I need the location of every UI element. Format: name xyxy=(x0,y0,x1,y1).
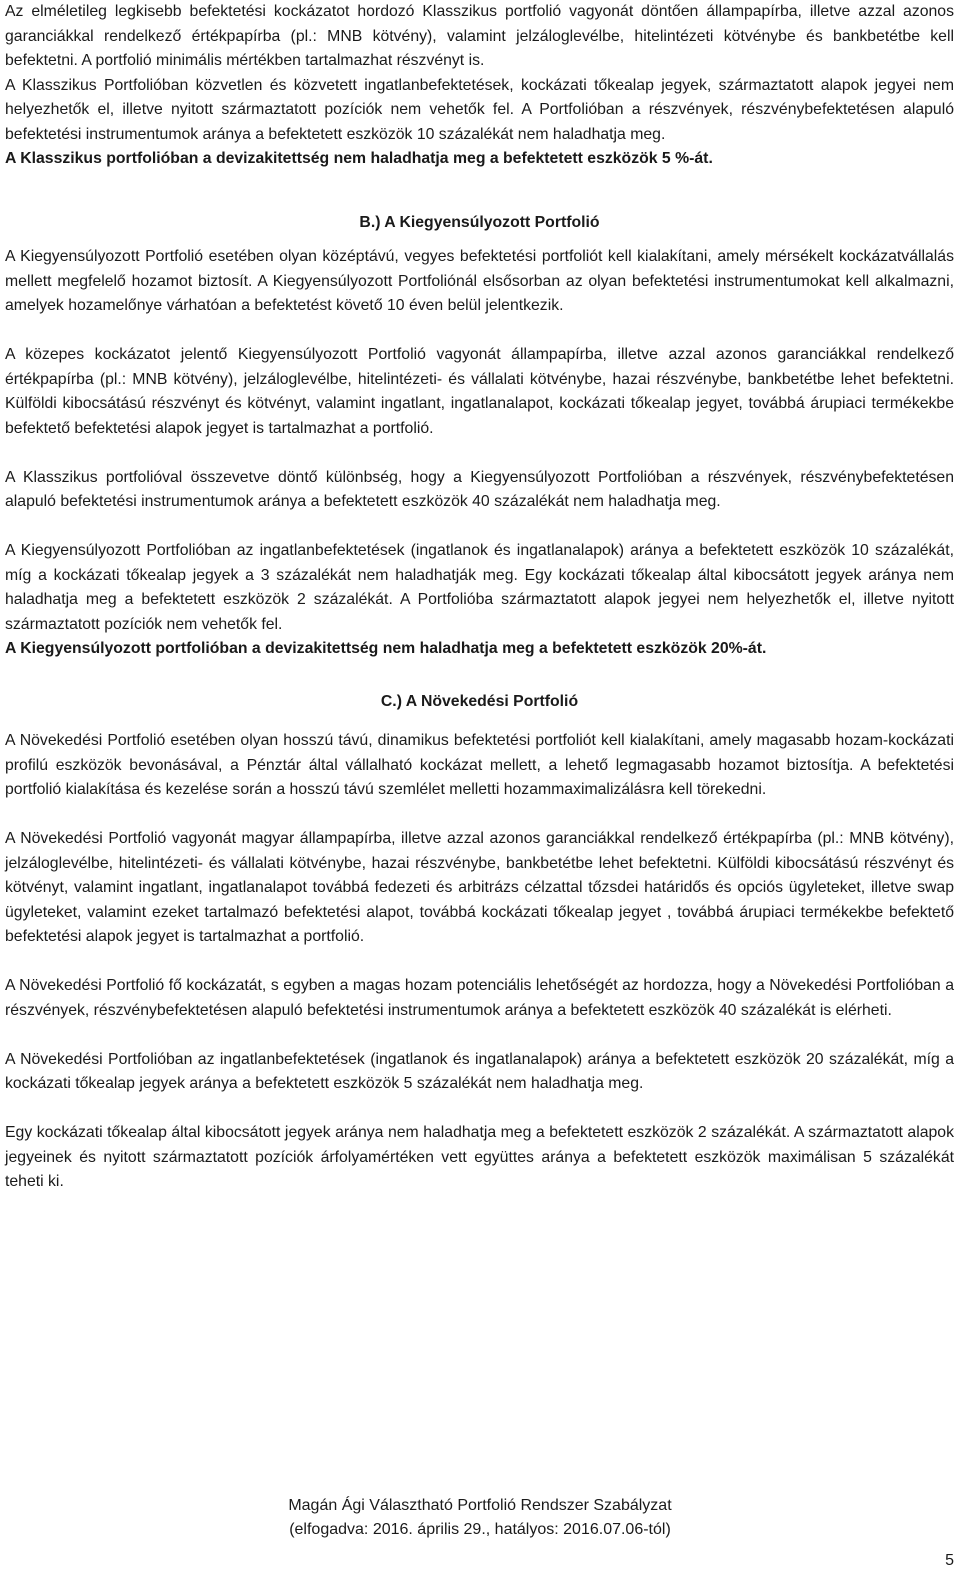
section-b-heading: B.) A Kiegyensúlyozott Portfolió xyxy=(359,213,600,231)
footer-dates: (elfogadva: 2016. április 29., hatályos: 2016.07.06-tól) xyxy=(289,1521,671,1538)
section-b-paragraph-2: A közepes kockázatot jelentő Kiegyensúlyozott Portfolió vagyonát állampapírba, illetve azzal azonos garanciákkal rendelkező értékpapírba (pl.: MNB kötvény), jelzáloglevélbe, hitelintézeti- és vállalati kötvénybe, hazai részvénybe, bankbetétbe lehet befektetni. Külföldi kibocsátású részvényt és kötvényt, valamint ingatlant, ingatlanalapot, kockázati tőkealap jegyet, továbbá árupiaci termékekbe befektető befektetési alapok jegyet is tartalmazhat a portfolió. xyxy=(5,346,954,437)
section-b-paragraph-5-bold: A Kiegyensúlyozott portfolióban a devizakitettség nem haladhatja meg a befektetett eszközök 20%-át. xyxy=(5,640,767,657)
document-page xyxy=(5,0,954,1195)
section-c-heading: C.) A Növekedési Portfolió xyxy=(380,692,579,710)
section-b-paragraph-4: A Kiegyensúlyozott Portfolióban az ingatlanbefektetések (ingatlanok és ingatlanalapok) aránya a befektetett eszközök 10 százalékát, míg a kockázati tőkealap jegyek a 3 százalékát nem haladhatják meg. Egy kockázati tőkealap által kibocsátott jegyek aránya nem haladhatja meg a befektetett eszközök 2 százalékát. A Portfolióba származtatott alapok jegyei nem helyezhetők el, illetve nyitott származtatott pozíciók nem vehetők fel. xyxy=(5,542,954,633)
intro-paragraph-3-bold: A Klasszikus portfolióban a devizakitettség nem haladhatja meg a befektetett eszközök 5 %-át. xyxy=(5,150,713,167)
section-c-paragraph-2: A Növekedési Portfolió vagyonát magyar állampapírba, illetve azzal azonos garanciákkal rendelkező értékpapírba (pl.: MNB kötvény), jelzáloglevélbe, hitelintézeti- és vállalati kötvénybe, hazai részvénybe, bankbetétbe lehet befektetni. Külföldi kibocsátású részvényt és kötvényt, valamint ingatlant, ingatlanalapot továbbá fedezeti és arbitrázs célzattal tőzsdei határidős és opciós ügyleteket, illetve swap ügyleteket, valamint ezeket tartalmazó befektetési alapot, továbbá kockázati tőkealap jegyet , továbbá árupiaci termékekbe befektető befektetési alapok jegyet is tartalmazhat a portfolió. xyxy=(5,830,954,945)
page-number: 5 xyxy=(945,1552,954,1569)
footer-title: Magán Ági Választható Portfolió Rendszer Szabályzat xyxy=(288,1497,672,1514)
section-c-paragraph-3: A Növekedési Portfolió fő kockázatát, s egyben a magas hozam potenciális lehetőségét az hordozza, hogy a Növekedési Portfolióban a részvények, részvénybefektetésen alapuló befektetési instrumentumok aránya a befektetett eszközök 40 százalékát is elérheti. xyxy=(5,977,954,1019)
intro-paragraph-1: Az elméletileg legkisebb befektetési kockázatot hordozó Klasszikus portfolió vagyonát döntően állampapírba, illetve azzal azonos garanciákkal rendelkező értékpapírba (pl.: MNB kötvény), valamint jelzáloglevélbe, hitelintézeti kötvénybe és bankbetétbe kell befektetni. A portfolió minimális mértékben tartalmazhat részvényt is. xyxy=(5,3,954,69)
section-c-paragraph-5: Egy kockázati tőkealap által kibocsátott jegyek aránya nem haladhatja meg a befektetett eszközök 2 százalékát. A származtatott alapok jegyeinek és nyitott származtatott pozíciók árfolyamértéken vett együttes aránya a befektetett eszközök maximálisan 5 százalékát teheti ki. xyxy=(5,1124,954,1190)
section-b-paragraph-1: A Kiegyensúlyozott Portfolió esetében olyan középtávú, vegyes befektetési portfoliót kell kialakítani, amely mérsékelt kockázatvállalás mellett megfelelő hozamot biztosít. A Kiegyensúlyozott Portfoliónál elsősorban az olyan befektetési instrumentumokat kell alkalmazni, amelyek hozamelőnye várhatóan a befektetést követő 10 éven belül jelentkezik. xyxy=(5,248,954,314)
intro-paragraph-2: A Klasszikus Portfolióban közvetlen és közvetett ingatlanbefektetések, kockázati tőkealap jegyek, származtatott alapok jegyei nem helyezhetők el, illetve nyitott származtatott pozíciók nem vehetők fel. A Portfolióban a részvények, részvénybefektetésen alapuló befektetési instrumentumok aránya a befektetett eszközök 10 százalékát nem haladhatja meg. xyxy=(5,76,954,143)
section-c-paragraph-1: A Növekedési Portfolió esetében olyan hosszú távú, dinamikus befektetési portfoliót kell kialakítani, amely magasabb hozam-kockázati profilú eszközök bevonásával, a Pénztár által vállalható kockázat mellett, a lehető legmagasabb hozamot biztosítja. A befektetési portfolió kialakítása és kezelése során a hosszú távú szemlélet melletti hozammaximalizálásra kell törekedni. xyxy=(5,732,954,798)
section-b-paragraph-3: A Klasszikus portfolióval összevetve döntő különbség, hogy a Kiegyensúlyozott Portfolióban a részvények, részvénybefektetésen alapuló befektetési instrumentumok aránya a befektetett eszközök 40 százalékát nem haladhatja meg. xyxy=(5,468,954,510)
section-c-paragraph-4: A Növekedési Portfolióban az ingatlanbefektetések (ingatlanok és ingatlanalapok) aránya a befektetett eszközök 20 százalékát, míg a kockázati tőkealap jegyek aránya a befektetett eszközök 5 százalékát nem haladhatja meg. xyxy=(5,1050,954,1092)
page-footer xyxy=(0,1494,960,1542)
